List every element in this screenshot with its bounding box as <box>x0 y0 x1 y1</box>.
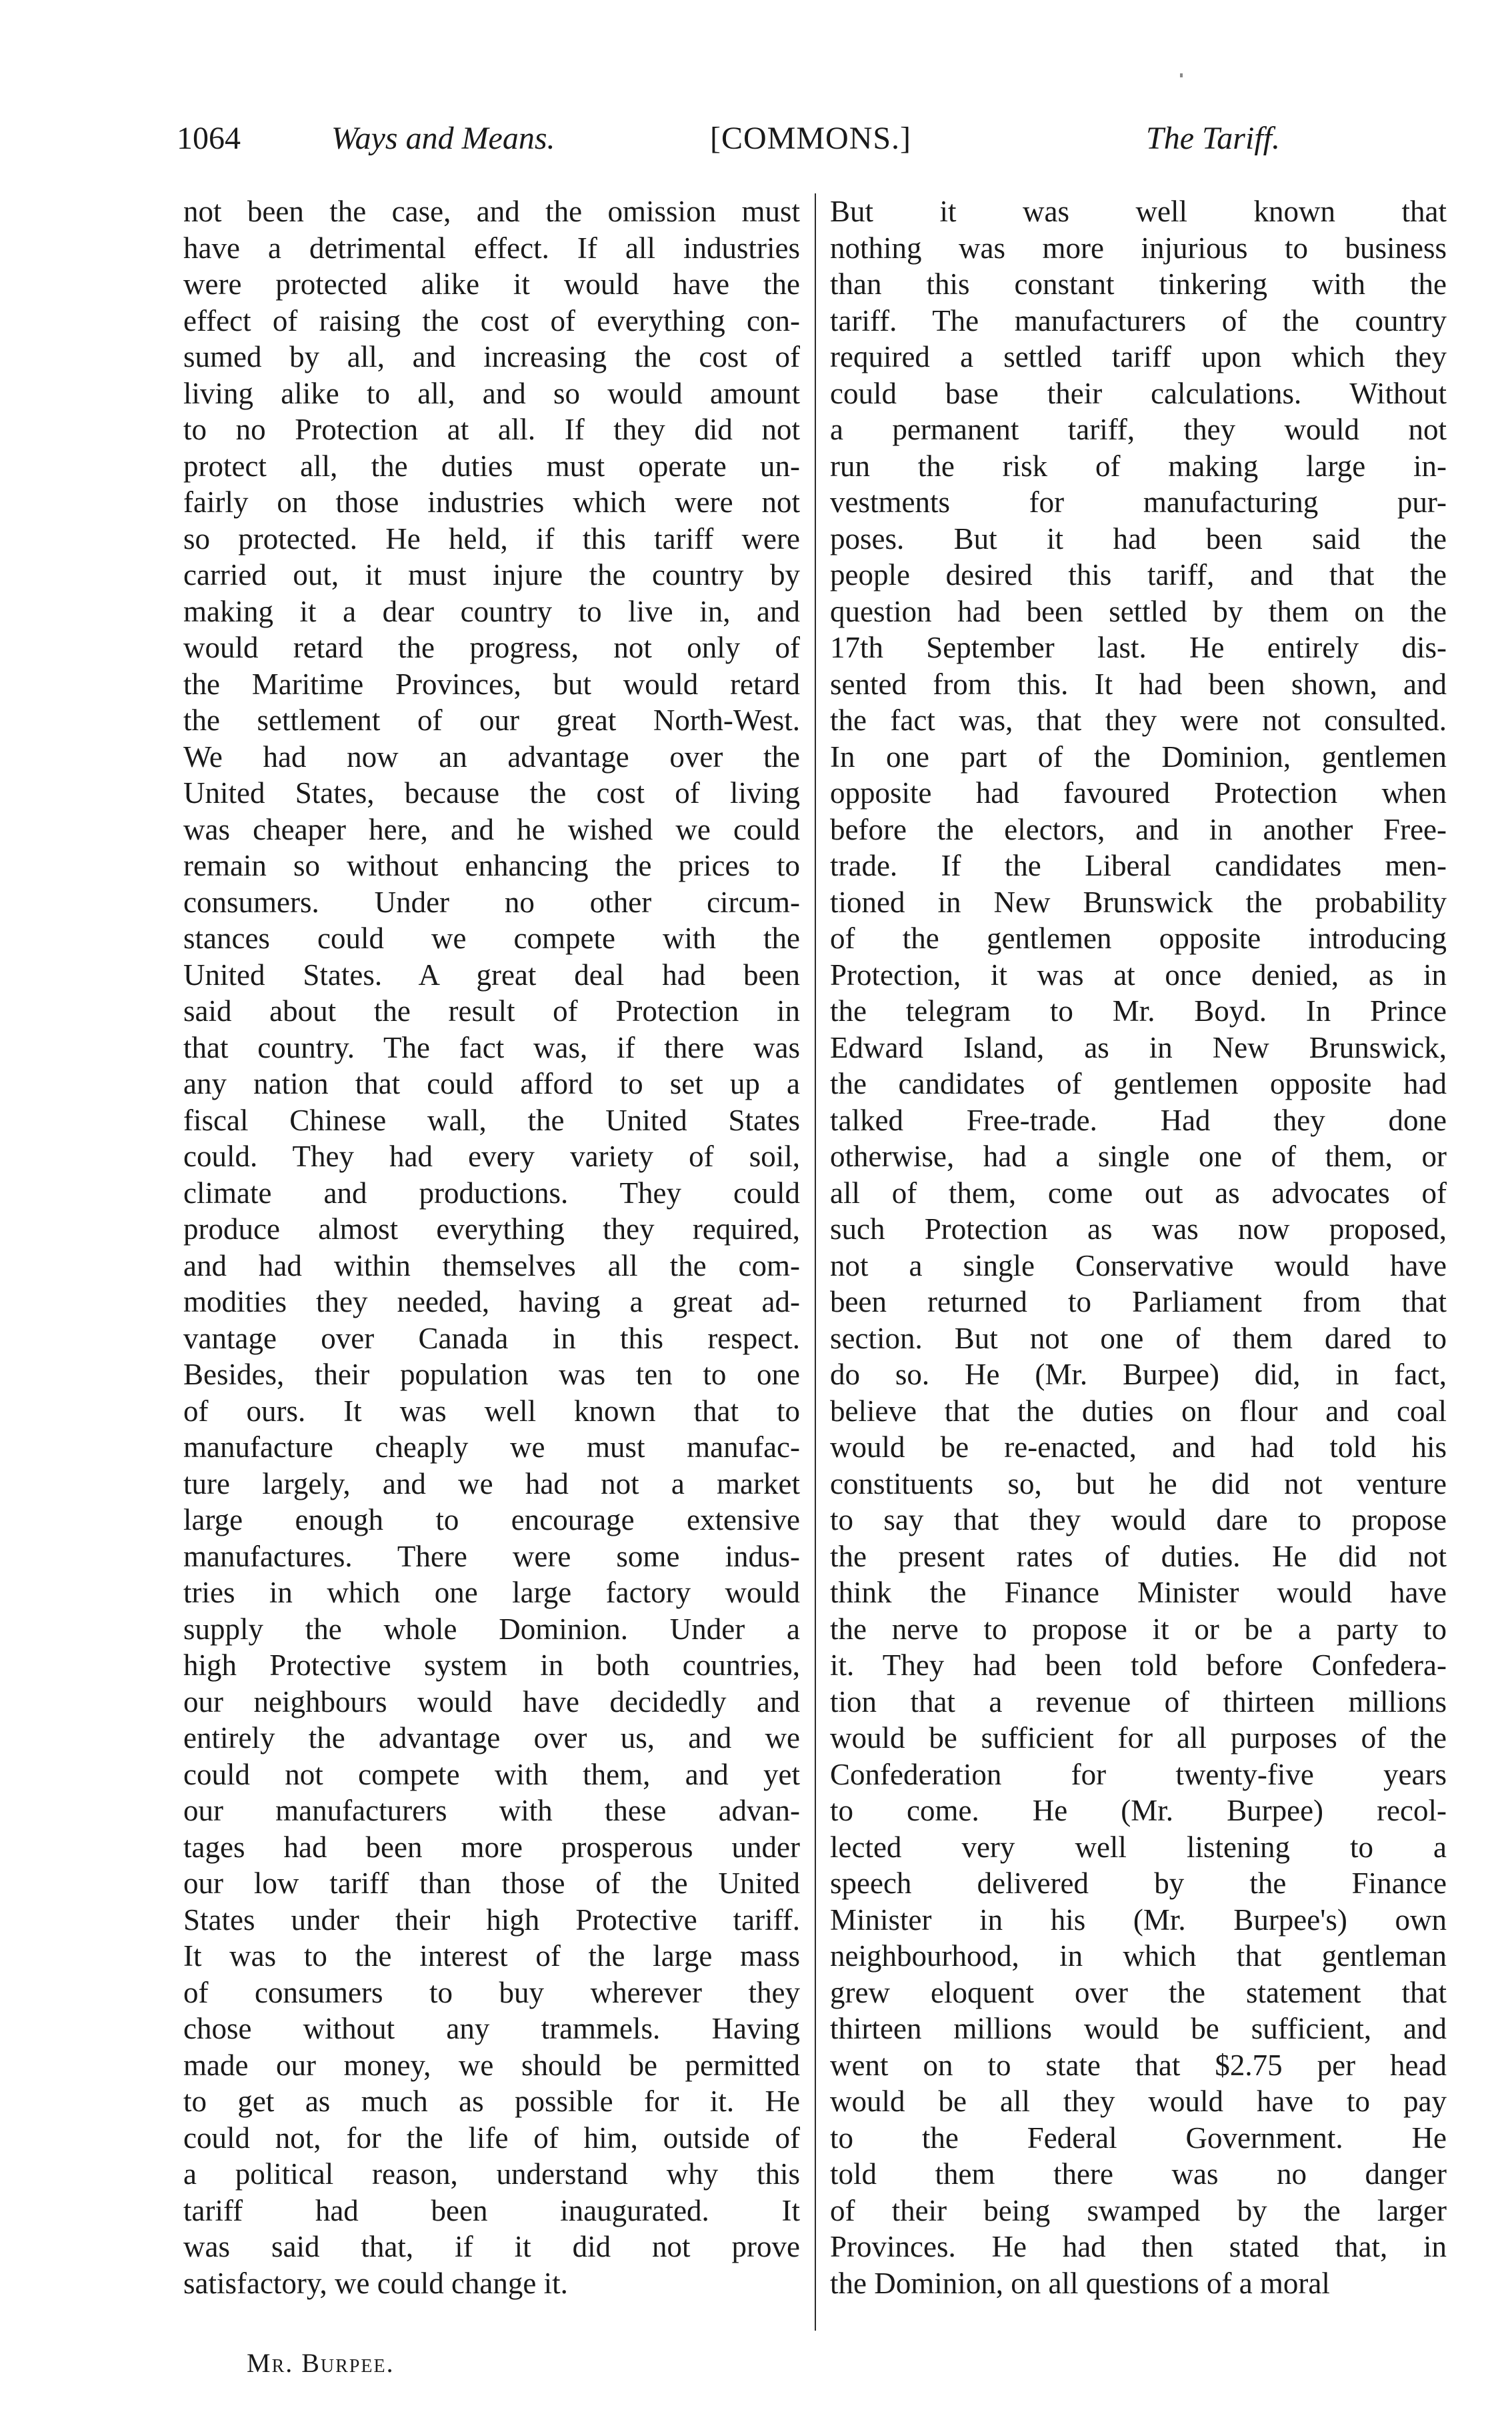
text-line: neighbourhood, in which that gentleman <box>830 1939 1447 1973</box>
text-line: manufacture cheaply we must manufac- <box>183 1430 800 1464</box>
text-line: of consumers to buy wherever they <box>183 1975 800 2009</box>
text-line: vantage over Canada in this respect. <box>183 1321 800 1355</box>
text-line: were protected alike it would have the <box>183 267 800 301</box>
text-line: talked Free-trade. Had they done <box>830 1103 1447 1137</box>
text-line: fairly on those industries which were not <box>183 485 800 519</box>
text-line: protect all, the duties must operate un- <box>183 449 800 483</box>
text-line: United States, because the cost of living <box>183 776 800 810</box>
center-running-title: [COMMONS.] <box>710 121 912 156</box>
text-line: it. They had been told before Confedera- <box>830 1648 1447 1682</box>
text-line: opposite had favoured Protection when <box>830 776 1447 810</box>
text-line: could not compete with them, and yet <box>183 1757 800 1791</box>
text-line: have a detrimental effect. If all industries <box>183 231 800 265</box>
text-line: States under their high Protective tariff. <box>183 1903 800 1937</box>
text-line: would retard the progress, not only of <box>183 631 800 664</box>
text-line: climate and productions. They could <box>183 1176 800 1210</box>
text-line: our manufacturers with these advan- <box>183 1794 800 1827</box>
text-line: poses. But it had been said the <box>830 521 1447 555</box>
text-line: our low tariff than those of the United <box>183 1867 800 1900</box>
text-line: trade. If the Liberal candidates men- <box>830 849 1447 882</box>
text-line: Confederation for twenty-five years <box>830 1757 1447 1791</box>
text-line: been returned to Parliament from that <box>830 1285 1447 1318</box>
text-line: modities they needed, having a great ad- <box>183 1285 800 1318</box>
text-line: Provinces. He had then stated that, in <box>830 2230 1447 2263</box>
text-line: the nerve to propose it or be a party to <box>830 1612 1447 1646</box>
text-line: before the electors, and in another Free- <box>830 812 1447 846</box>
text-line: fiscal Chinese wall, the United States <box>183 1103 800 1137</box>
text-line: of ours. It was well known that to <box>183 1394 800 1428</box>
text-line: entirely the advantage over us, and we <box>183 1721 800 1754</box>
text-line: think the Finance Minister would have <box>830 1576 1447 1609</box>
text-line: stances could we compete with the <box>183 922 800 955</box>
text-line: run the risk of making large in- <box>830 449 1447 483</box>
text-line: any nation that could afford to set up a <box>183 1067 800 1100</box>
text-line: consumers. Under no other circum- <box>183 885 800 919</box>
text-line: We had now an advantage over the <box>183 740 800 774</box>
text-line: satisfactory, we could change it. <box>183 2266 568 2300</box>
text-line: would be all they would have to pay <box>830 2085 1447 2118</box>
text-line: of their being swamped by the larger <box>830 2193 1447 2227</box>
text-line: to come. He (Mr. Burpee) recol- <box>830 1794 1447 1827</box>
text-line: to get as much as possible for it. He <box>183 2085 800 2118</box>
text-line: a permanent tariff, they would not <box>830 413 1447 446</box>
text-line: our neighbours would have decidedly and <box>183 1684 800 1718</box>
text-line: 17th September last. He entirely dis- <box>830 631 1447 664</box>
text-line: could. They had every variety of soil, <box>183 1140 800 1173</box>
text-line: made our money, we should be permitted <box>183 2048 800 2082</box>
left-text-column <box>183 193 800 2301</box>
text-line: lected very well listening to a <box>830 1830 1447 1864</box>
text-line: the candidates of gentlemen opposite had <box>830 1067 1447 1100</box>
text-line: thirteen millions would be sufficient, and <box>830 2012 1447 2045</box>
text-line: tariff. The manufacturers of the country <box>830 303 1447 337</box>
text-line: would be sufficient for all purposes of the <box>830 1721 1447 1754</box>
text-line: chose without any trammels. Having <box>183 2012 800 2045</box>
text-line: section. But not one of them dared to <box>830 1321 1447 1355</box>
text-line: told them there was no danger <box>830 2157 1447 2191</box>
text-line: grew eloquent over the statement that <box>830 1975 1447 2009</box>
text-line: so protected. He held, if this tariff were <box>183 521 800 555</box>
text-line: Protection, it was at once denied, as in <box>830 958 1447 992</box>
text-line: such Protection as was now proposed, <box>830 1212 1447 1246</box>
text-line: living alike to all, and so would amount <box>183 376 800 410</box>
text-line: otherwise, had a single one of them, or <box>830 1140 1447 1173</box>
text-line: making it a dear country to live in, and <box>183 594 800 628</box>
text-line: manufactures. There were some indus- <box>183 1539 800 1573</box>
text-line: believe that the duties on flour and coal <box>830 1394 1447 1428</box>
text-line: said about the result of Protection in <box>183 994 800 1028</box>
text-line: could base their calculations. Without <box>830 376 1447 410</box>
text-line: that country. The fact was, if there was <box>183 1030 800 1064</box>
text-line: United States. A great deal had been <box>183 958 800 992</box>
text-line: large enough to encourage extensive <box>183 1503 800 1536</box>
text-line: of the gentlemen opposite introducing <box>830 922 1447 955</box>
text-line: not been the case, and the omission must <box>183 195 800 228</box>
text-line: would be re-enacted, and had told his <box>830 1430 1447 1464</box>
text-line: It was to the interest of the large mass <box>183 1939 800 1973</box>
text-line: do so. He (Mr. Burpee) did, in fact, <box>830 1358 1447 1391</box>
text-line: Besides, their population was ten to one <box>183 1358 800 1391</box>
text-line: sumed by all, and increasing the cost of <box>183 340 800 373</box>
text-line: Edward Island, as in New Brunswick, <box>830 1030 1447 1064</box>
text-line: not a single Conservative would have <box>830 1248 1447 1282</box>
text-line: Minister in his (Mr. Burpee's) own <box>830 1903 1447 1937</box>
text-line: tion that a revenue of thirteen millions <box>830 1684 1447 1718</box>
text-line: the fact was, that they were not consulted. <box>830 704 1447 737</box>
right-text-column <box>830 193 1447 2301</box>
page-header <box>177 120 1287 167</box>
text-line: the present rates of duties. He did not <box>830 1539 1447 1573</box>
text-line: and had within themselves all the com- <box>183 1248 800 1282</box>
text-line: than this constant tinkering with the <box>830 267 1447 301</box>
stray-mark <box>1180 73 1183 77</box>
text-line: tariff had been inaugurated. It <box>183 2193 800 2227</box>
text-line: effect of raising the cost of everything con- <box>183 303 800 337</box>
text-line: to say that they would dare to propose <box>830 1503 1447 1536</box>
text-line: to no Protection at all. If they did not <box>183 413 800 446</box>
text-line: supply the whole Dominion. Under a <box>183 1612 800 1646</box>
text-line: nothing was more injurious to business <box>830 231 1447 265</box>
text-line: high Protective system in both countries, <box>183 1648 800 1682</box>
text-line: In one part of the Dominion, gentlemen <box>830 740 1447 774</box>
text-line: a political reason, understand why this <box>183 2157 800 2191</box>
text-line: speech delivered by the Finance <box>830 1867 1447 1900</box>
column-divider <box>815 193 816 2331</box>
text-line: question had been settled by them on the <box>830 594 1447 628</box>
text-line: was said that, if it did not prove <box>183 2230 800 2263</box>
text-line: to the Federal Government. He <box>830 2121 1447 2155</box>
text-line: tioned in New Brunswick the probability <box>830 885 1447 919</box>
text-line: sented from this. It had been shown, and <box>830 667 1447 701</box>
text-line: carried out, it must injure the country by <box>183 558 800 591</box>
text-line: vestments for manufacturing pur- <box>830 485 1447 519</box>
text-line: people desired this tariff, and that the <box>830 558 1447 591</box>
text-line: required a settled tariff upon which they <box>830 340 1447 373</box>
text-line: could not, for the life of him, outside of <box>183 2121 800 2155</box>
text-line: tries in which one large factory would <box>183 1576 800 1609</box>
text-line: produce almost everything they required, <box>183 1212 800 1246</box>
text-line: the telegram to Mr. Boyd. In Prince <box>830 994 1447 1028</box>
text-line: was cheaper here, and he wished we could <box>183 812 800 846</box>
text-line: constituents so, but he did not venture <box>830 1466 1447 1500</box>
speaker-signature: Mr. Burpee. <box>247 2348 395 2378</box>
text-line: But it was well known that <box>830 195 1447 228</box>
text-line: the Dominion, on all questions of a moral <box>830 2266 1330 2300</box>
text-line: tages had been more prosperous under <box>183 1830 800 1864</box>
right-running-title: The Tariff. <box>1146 121 1280 156</box>
text-line: remain so without enhancing the prices to <box>183 849 800 882</box>
page-number: 1064 <box>177 121 241 156</box>
left-running-title: Ways and Means. <box>331 121 555 156</box>
text-line: went on to state that $2.75 per head <box>830 2048 1447 2082</box>
text-line: the Maritime Provinces, but would retard <box>183 667 800 701</box>
text-line: all of them, come out as advocates of <box>830 1176 1447 1210</box>
text-line: the settlement of our great North-West. <box>183 704 800 737</box>
text-line: ture largely, and we had not a market <box>183 1466 800 1500</box>
